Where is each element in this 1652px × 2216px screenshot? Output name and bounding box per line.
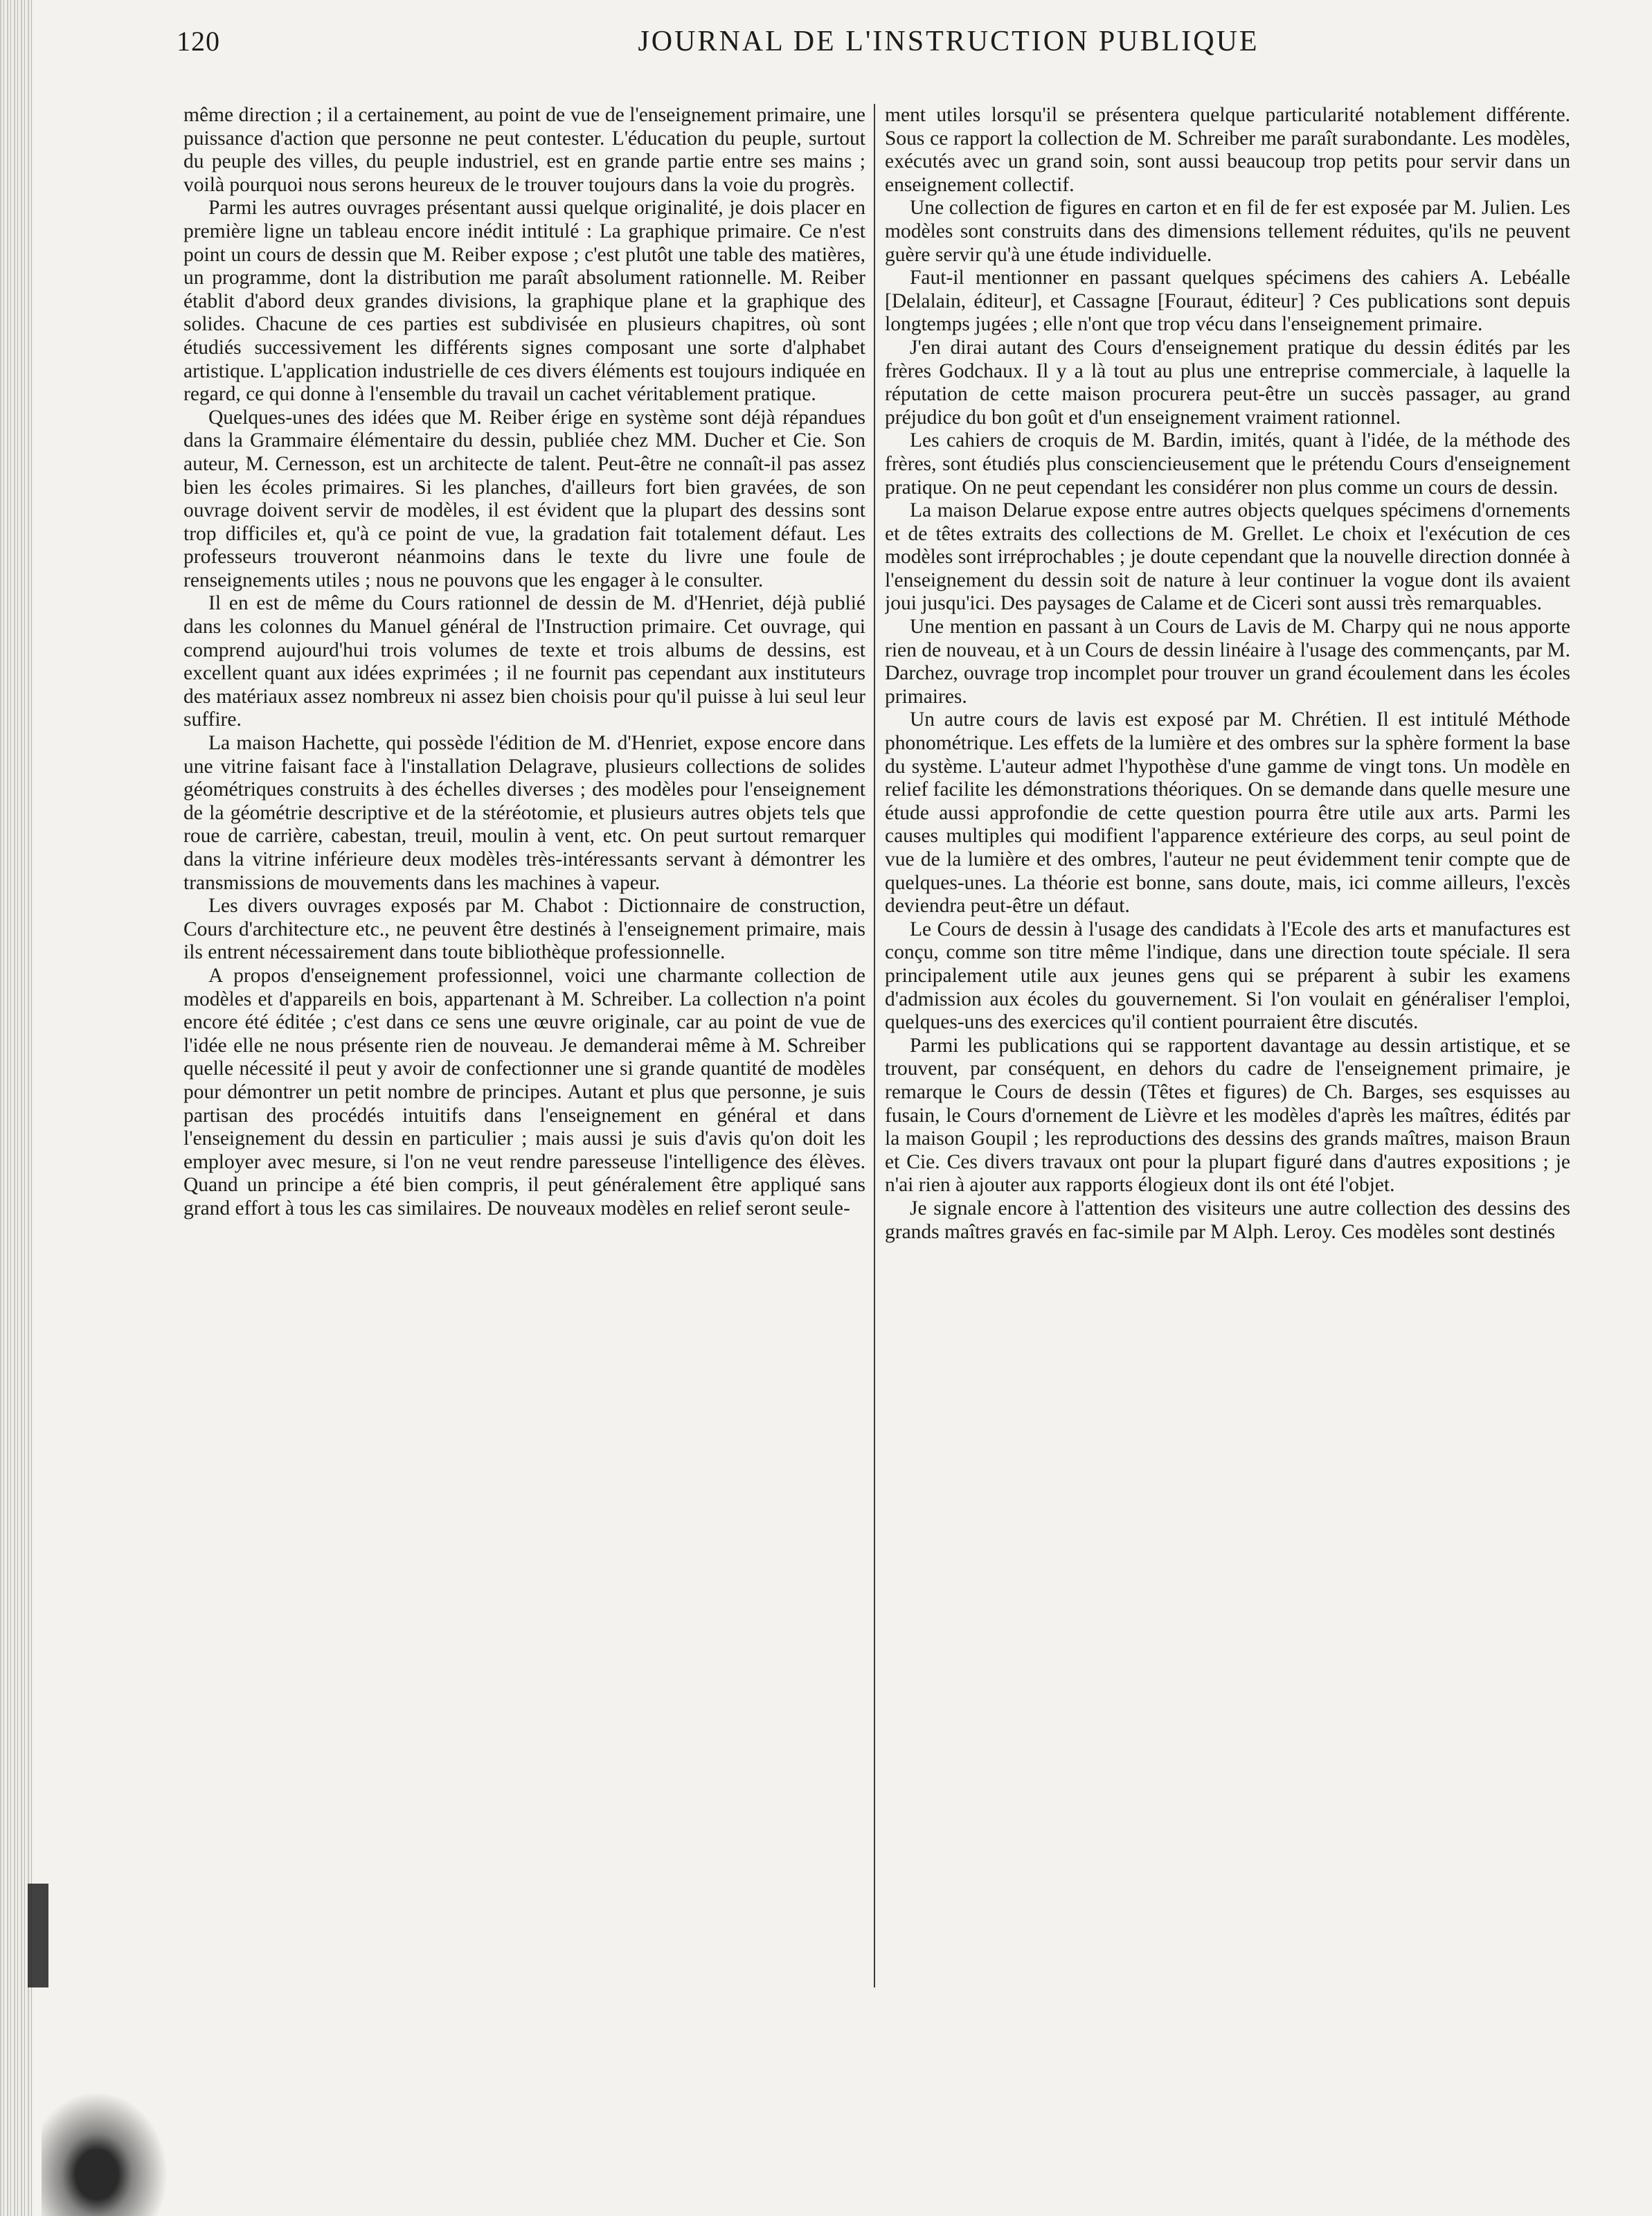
paragraph: La maison Hachette, qui possède l'édition de M. d'Henriet, expose encore dans une vitrine faisant face à l'installation Delagrave, plusieurs collections de solides géométriques construits à des échelles diverses ; des modèles pour l'enseignement de la géométrie descriptive et de la stéréotomie, et plusieurs autres objets tels que roue de carrière, cabestan, treuil, moulin à vent, etc. On peut surtout remarquer dans la vitrine inférieure deux modèles très-intéressants servant à démontrer les transmissions de mouvements dans les machines à vapeur. <box>183 732 865 894</box>
page-header <box>177 19 1554 68</box>
right-column <box>885 104 1570 2174</box>
paragraph: Le Cours de dessin à l'usage des candidats à l'Ecole des arts et manufactures est conçu, comme son titre même l'indique, dans une direction toute spéciale. Il sera principalement utile aux jeunes gens qui se préparent à subir les examens d'admission aux écoles du gouvernement. Si l'on voulait en généraliser l'emploi, quelques-uns des exercices qu'il contient pourraient être discutés. <box>885 918 1570 1034</box>
binding-mark <box>28 1884 48 1987</box>
paragraph: Quelques-unes des idées que M. Reiber érige en système sont déjà répandues dans la Grammaire élémentaire du dessin, publiée chez MM. Ducher et Cie. Son auteur, M. Cernesson, est un architecte de talent. Peut-être ne connaît-il pas assez bien les écoles primaires. Si les planches, d'ailleurs fort bien gravées, de son ouvrage doivent servir de modèles, il est évident que la plupart des dessins sont trop difficiles et, qu'à ce point de vue, la gradation fait totalement défaut. Les professeurs trouveront néanmoins dans le texte du livre une foule de renseignements utiles ; nous ne pouvons que les engager à le consulter. <box>183 406 865 591</box>
paragraph: Un autre cours de lavis est exposé par M. Chrétien. Il est intitulé Méthode phonométrique. Les effets de la lumière et des ombres sur la sphère forment la base du système. L'auteur admet l'hypothèse d'une gamme de vingt tons. Un modèle en relief facilite les démonstrations théoriques. On se demande dans quelle mesure une étude aussi approfondie de cette question pourra être utile aux arts. Parmi les causes multiples qui modifient l'apparence extérieure des corps, au seul point de vue de la lumière et des ombres, l'auteur ne peut évidemment tenir compte que de quelques-unes. La théorie est bonne, sans doute, mais, ici comme ailleurs, l'excès deviendra peut-être un défaut. <box>885 708 1570 918</box>
paragraph: A propos d'enseignement professionnel, voici une charmante collection de modèles et d'appareils en bois, appartenant à M. Schreiber. La collection n'a point encore été éditée ; c'est dans ce sens une œuvre originale, car au point de vue de l'idée elle ne nous présente rien de nouveau. Je demanderai même à M. Schreiber quelle nécessité il peut y avoir de confectionner une si grande quantité de modèles pour démontrer un petit nombre de principes. Autant et plus que personne, je suis partisan des procédés intuitifs dans l'enseignement en général et dans l'enseignement du dessin en particulier ; mais aussi je suis d'avis qu'on doit les employer avec mesure, si l'on ne veut rendre paresseuse l'intelligence des élèves. Quand un principe a été bien compris, il peut généralement être appliqué sans grand effort à tous les cas similaires. De nouveaux modèles en relief seront seule- <box>183 964 865 1219</box>
paragraph: Je signale encore à l'attention des visiteurs une autre collection des dessins des grands maîtres gravés en fac-simile par M Alph. Leroy. Ces modèles sont destinés <box>885 1197 1570 1243</box>
paragraph: Une mention en passant à un Cours de Lavis de M. Charpy qui ne nous apporte rien de nouveau, et à un Cours de dessin linéaire à l'usage des commençants, par M. Darchez, ouvrage trop incomplet pour trouver un grand écoulement dans les écoles primaires. <box>885 616 1570 708</box>
paragraph: Une collection de figures en carton et en fil de fer est exposée par M. Julien. Les modèles sont construits dans des dimensions tellement réduites, qu'ils ne peuvent guère servir qu'à une étude individuelle. <box>885 197 1570 266</box>
paragraph: J'en dirai autant des Cours d'enseignement pratique du dessin édités par les frères Godchaux. Il y a là tout au plus une entreprise commerciale, à laquelle la réputation de cette maison procurera peut-être un succès passager, au grand préjudice du bon goût et d'un enseignement vraiment rationnel. <box>885 336 1570 429</box>
running-title: JOURNAL DE L'INSTRUCTION PUBLIQUE <box>638 26 1259 57</box>
column-rule <box>874 104 875 1987</box>
paragraph: Il en est de même du Cours rationnel de dessin de M. d'Henriet, déjà publié dans les colonnes du Manuel général de l'Instruction primaire. Cet ouvrage, qui comprend aujourd'hui trois volumes de texte et trois albums de dessins, est excellent quant aux idées exprimées ; il ne fournit pas cependant aux instituteurs des matériaux assez nombreux ni assez bien choisis pour qu'il puisse à lui seul leur suffire. <box>183 592 865 731</box>
paragraph: La maison Delarue expose entre autres objects quelques spécimens d'ornements et de têtes extraits des collections de M. Grellet. Le choix et l'exécution de ces modèles sont irréprochables ; je doute cependant que la nouvelle direction donnée à l'enseignement du dessin soit de nature à leur continuer la vogue dont ils avaient joui jusqu'ici. Des paysages de Calame et de Ciceri sont aussi très remarquables. <box>885 499 1570 615</box>
paragraph: Faut-il mentionner en passant quelques spécimens des cahiers A. Lebéalle [Delalain, éditeur], et Cassagne [Fouraut, éditeur] ? Ces publications sont depuis longtemps jugées ; elle n'ont que trop vécu dans l'enseignement primaire. <box>885 267 1570 336</box>
paragraph: Parmi les autres ouvrages présentant aussi quelque originalité, je dois placer en première ligne un tableau encore inédit intitulé : La graphique primaire. Ce n'est point un cours de dessin que M. Reiber expose ; c'est plutôt une table des matières, un programme, dont la distribution me paraît absolument rationnelle. M. Reiber établit d'abord deux grandes divisions, la graphique plane et la graphique des solides. Chacune de ces parties est subdivisée en plusieurs chapitres, où sont étudiés successivement les différents signes composant une sorte d'alphabet artistique. L'application industrielle de ces divers éléments est toujours indiquée en regard, ce qui donne à l'ensemble du travail un cachet véritablement pratique. <box>183 197 865 406</box>
paragraph: ment utiles lorsqu'il se présentera quelque particularité notablement différente. Sous ce rapport la collection de M. Schreiber me paraît surabondante. Les modèles, exécutés avec un grand soin, sont aussi beaucoup trop petits pour servir dans un enseignement collectif. <box>885 104 1570 196</box>
paragraph: Les divers ouvrages exposés par M. Chabot : Dictionnaire de construction, Cours d'architecture etc., ne peuvent être destinés à l'enseignement primaire, mais ils entrent nécessairement dans toute bibliothèque professionnelle. <box>183 895 865 964</box>
page-number: 120 <box>177 26 220 57</box>
left-column <box>183 104 865 2174</box>
corner-damage <box>42 2078 180 2216</box>
paragraph: Parmi les publications qui se rapportent davantage au dessin artistique, et se trouvent, par conséquent, en dehors du cadre de l'enseignement primaire, je remarque le Cours de dessin (Têtes et figures) de Ch. Barges, ses esquisses au fusain, le Cours d'ornement de Lièvre et les modèles d'après les maîtres, édités par la maison Goupil ; les reproductions des dessins des grands maîtres, maison Braun et Cie. Ces divers travaux ont pour la plupart figuré dans d'autres expositions ; je n'ai rien à ajouter aux rapports élogieux dont ils ont été l'objet. <box>885 1034 1570 1197</box>
paragraph: même direction ; il a certainement, au point de vue de l'enseignement primaire, une puissance d'action que personne ne peut contester. L'éducation du peuple, surtout du peuple des villes, du peuple industriel, est en grande partie entre ses mains ; voilà pourquoi nous serons heureux de le trouver toujours dans la voie du progrès. <box>183 104 865 196</box>
paragraph: Les cahiers de croquis de M. Bardin, imités, quant à l'idée, de la méthode des frères, sont étudiés plus consciencieusement que le prétendu Cours d'enseignement pratique. On ne peut cependant les considérer non plus comme un cours de dessin. <box>885 429 1570 499</box>
